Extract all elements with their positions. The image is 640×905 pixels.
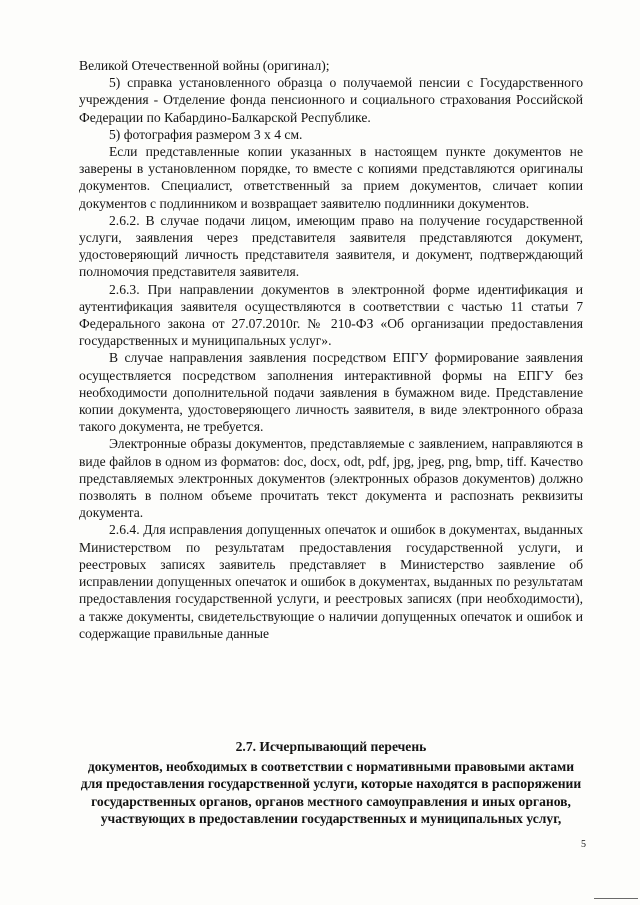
section-heading: [79, 738, 583, 828]
paragraph-pension-certificate: 5) справка установленного образца о получаемой пенсии с Государственного учреждения - Отделение фонда пенсионного и социального страхования Российской Федерации по Кабардино-Балкарской Республике.: [79, 75, 583, 125]
section-subtitle: документов, необходимых в соответствии с нормативными правовыми актами для предоставления государственной услуги, которые находятся в распоряжении государственных органов, органов местного самоуправления и иных органов, участвующих в предоставлении государственных и муниципальных услуг,: [80, 758, 582, 827]
scan-edge-line: [594, 898, 638, 899]
paragraph-epgu-submission: В случае направления заявления посредством ЕПГУ формирование заявления осуществляется посредством заполнения интерактивной формы на ЕПГУ без необходимости дополнительной подачи заявления в бумажном виде. Представление копии документа, удостоверяющего личность заявителя, в виде электронного образа такого документа, не требуется.: [79, 350, 583, 435]
paragraph-copies-verification: Если представленные копии указанных в настоящем пункте документов не заверены в установленном порядке, то вместе с копиями представляются оригиналы документов. Специалист, ответственный за прием документов, сличает копии документов с подлинником и возвращает заявителю подлинники документов.: [79, 144, 583, 211]
section-title: 2.7. Исчерпывающий перечень: [235, 739, 427, 754]
paragraph-veterans-original: Великой Отечественной войны (оригинал);: [79, 58, 330, 73]
paragraph-2-6-3: 2.6.3. При направлении документов в электронной форме идентификация и аутентификация заявителя осуществляются в соответствии с частью 11 статьи 7 Федерального закона от 27.07.2010г. № 210-ФЗ «Об организации предоставления государственных и муниципальных услуг».: [79, 281, 583, 349]
paragraph-2-6-4: 2.6.4. Для исправления допущенных опечаток и ошибок в документах, выданных Министерством по результатам предоставления государственной услуги, и реестровых записях заявитель представляет в Министерство заявление об исправлении допущенных опечаток и ошибок в документах, выданных по результатам предоставления государственной услуги, и реестровых записях (при необходимости), а также документы, свидетельствующие о наличии допущенных опечаток и ошибок и содержащие правильные данные: [79, 522, 583, 641]
paragraph-photo: 5) фотография размером 3 x 4 см.: [109, 126, 303, 142]
body-text: [79, 57, 583, 642]
page-number: 5: [581, 839, 586, 850]
paragraph-electronic-formats: Электронные образы документов, представляемые с заявлением, направляются в виде файлов в одном из форматов: doc, docx, odt, pdf, jpg, jpeg, png, bmp, tiff. Качество представляемых электронных документов (электронных образов документов) должно позволять в полном объеме прочитать текст документа и распознать реквизиты документа.: [79, 436, 583, 521]
paragraph-2-6-2: 2.6.2. В случае подачи лицом, имеющим право на получение государственной услуги, заявления через представителя заявителя представляются документ, удостоверяющий личность представителя заявителя, и документ, подтверждающий полномочия представителя заявителя.: [79, 212, 583, 280]
